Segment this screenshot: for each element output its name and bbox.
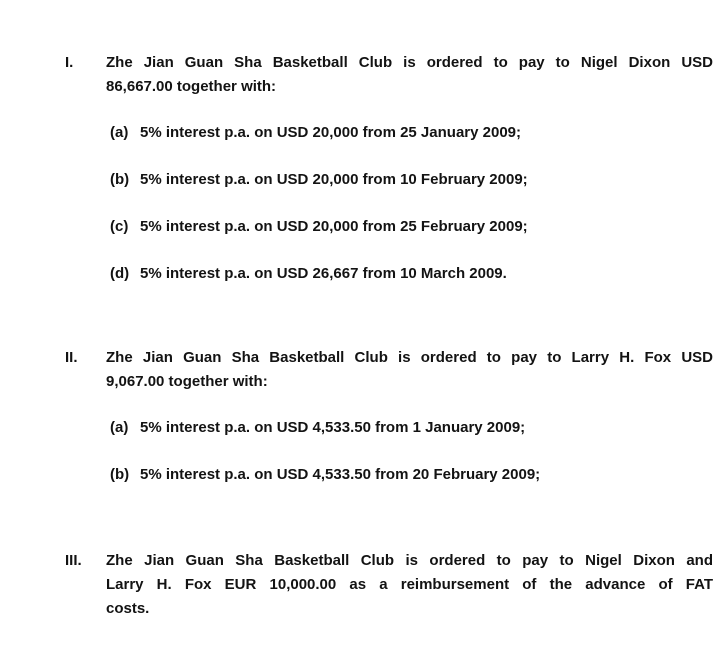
section-paragraph — [106, 346, 713, 394]
list-item-text: 5% interest p.a. on USD 4,533.50 from 1 January 2009; — [140, 419, 526, 436]
section-I — [0, 51, 721, 99]
paragraph-line: Larry H. Fox EUR 10,000.00 as a reimbursement of the advance of FAT — [106, 576, 713, 593]
section-numeral: I. — [65, 54, 74, 71]
paragraph-line: Zhe Jian Guan Sha Basketball Club is ordered to pay to Nigel Dixon and — [106, 552, 713, 569]
list-item-text: 5% interest p.a. on USD 20,000 from 10 February 2009; — [140, 171, 528, 188]
list-item — [110, 463, 713, 487]
section-II-sublist — [0, 416, 721, 487]
section-III — [0, 549, 721, 621]
section-I-sublist — [0, 121, 721, 286]
list-item — [110, 262, 713, 286]
list-item — [110, 215, 713, 239]
list-item-label: (b) — [110, 171, 130, 188]
paragraph-line: Zhe Jian Guan Sha Basketball Club is ordered to pay to Larry H. Fox USD — [106, 349, 713, 366]
paragraph-line: Zhe Jian Guan Sha Basketball Club is ordered to pay to Nigel Dixon USD — [106, 54, 713, 71]
paragraph-line: costs. — [106, 600, 150, 617]
list-item — [110, 416, 713, 440]
paragraph-line: 9,067.00 together with: — [106, 373, 268, 390]
list-item — [110, 121, 713, 145]
paragraph-line: 86,667.00 together with: — [106, 78, 277, 95]
list-item-label: (a) — [110, 419, 129, 436]
section-II — [0, 346, 721, 394]
list-item-text: 5% interest p.a. on USD 20,000 from 25 February 2009; — [140, 218, 528, 235]
section-numeral: III. — [65, 552, 82, 569]
list-item-label: (b) — [110, 466, 130, 483]
section-paragraph — [106, 549, 713, 621]
list-item-label: (d) — [110, 265, 130, 282]
list-item-label: (c) — [110, 218, 129, 235]
section-paragraph — [106, 51, 713, 99]
list-item-text: 5% interest p.a. on USD 26,667 from 10 March 2009. — [140, 265, 507, 282]
section-numeral: II. — [65, 349, 78, 366]
list-item-label: (a) — [110, 124, 129, 141]
list-item-text: 5% interest p.a. on USD 4,533.50 from 20 February 2009; — [140, 466, 541, 483]
list-item — [110, 168, 713, 192]
list-item-text: 5% interest p.a. on USD 20,000 from 25 January 2009; — [140, 124, 521, 141]
